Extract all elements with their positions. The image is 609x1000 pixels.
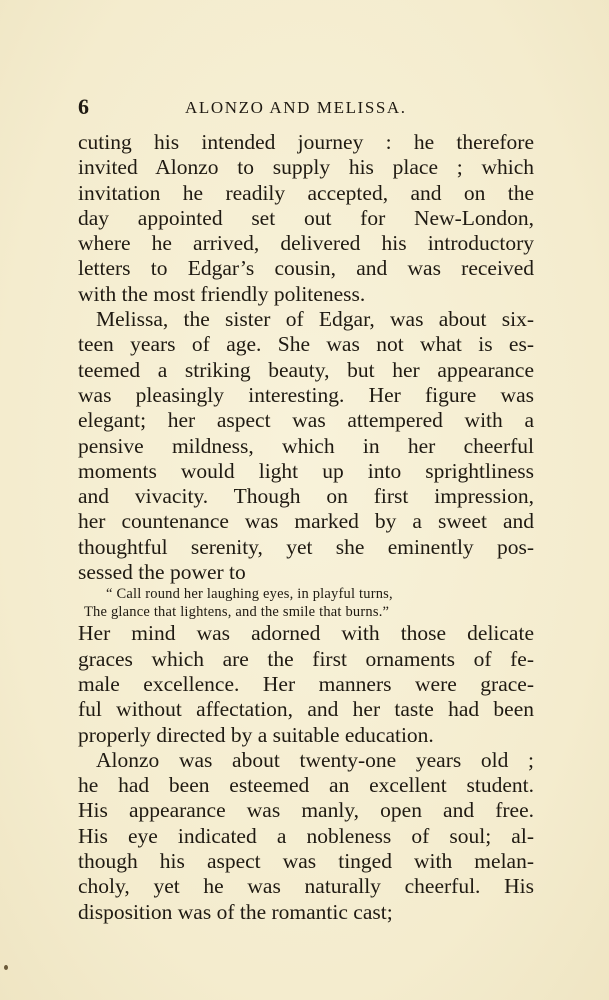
text-line: and vivacity. Though on first impression,: [78, 484, 534, 509]
text-line: Alonzo was about twenty-one years old ;: [96, 747, 534, 772]
running-head: ALONZO AND MELISSA.: [185, 98, 407, 117]
text-line: His appearance was manly, open and free.: [78, 798, 534, 823]
text-line: though his aspect was tinged with melan-: [78, 849, 534, 874]
text-line: sessed the power to: [78, 560, 246, 585]
text-line: with the most friendly politeness.: [78, 281, 366, 306]
text-line: properly directed by a suitable education.: [78, 722, 434, 747]
text-line: her countenance was marked by a sweet and: [78, 509, 534, 534]
page-speck: [4, 965, 8, 970]
text-line: Melissa, the sister of Edgar, was about six-: [96, 307, 534, 332]
text-line: teemed a striking beauty, but her appearance: [78, 357, 534, 382]
text-line: His eye indicated a nobleness of soul; al-: [78, 823, 534, 848]
page-header: [78, 95, 534, 119]
text-line: choly, yet he was naturally cheerful. His: [78, 874, 534, 899]
text-line: male excellence. Her manners were grace-: [78, 671, 534, 696]
text-line: disposition was of the romantic cast;: [78, 899, 393, 924]
text-line: was pleasingly interesting. Her figure was: [78, 382, 534, 407]
quote-line: The glance that lightens, and the smile that burns.”: [84, 604, 390, 621]
text-line: day appointed set out for New-London,: [78, 205, 534, 230]
text-line: thoughtful serenity, yet she eminently pos-: [78, 534, 534, 559]
text-line: Her mind was adorned with those delicate: [78, 621, 534, 646]
text-line: moments would light up into sprightliness: [78, 458, 534, 483]
text-line: elegant; her aspect was attempered with a: [78, 408, 534, 433]
text-line: where he arrived, delivered his introductory: [78, 231, 534, 256]
quote-line: “ Call round her laughing eyes, in playful turns,: [106, 586, 393, 603]
text-line: graces which are the first ornaments of fe-: [78, 646, 534, 671]
text-line: invited Alonzo to supply his place ; which: [78, 155, 534, 180]
text-line: letters to Edgar’s cousin, and was received: [78, 256, 534, 281]
text-line: teen years of age. She was not what is es-: [78, 332, 534, 357]
text-line: ful without affectation, and her taste had been: [78, 697, 534, 722]
page-number: 6: [78, 94, 89, 119]
text-line: invitation he readily accepted, and on the: [78, 180, 534, 205]
text-line: he had been esteemed an excellent student.: [78, 773, 534, 798]
body-text: [78, 130, 534, 925]
text-line: pensive mildness, which in her cheerful: [78, 433, 534, 458]
text-line: cuting his intended journey : he therefore: [78, 130, 534, 154]
